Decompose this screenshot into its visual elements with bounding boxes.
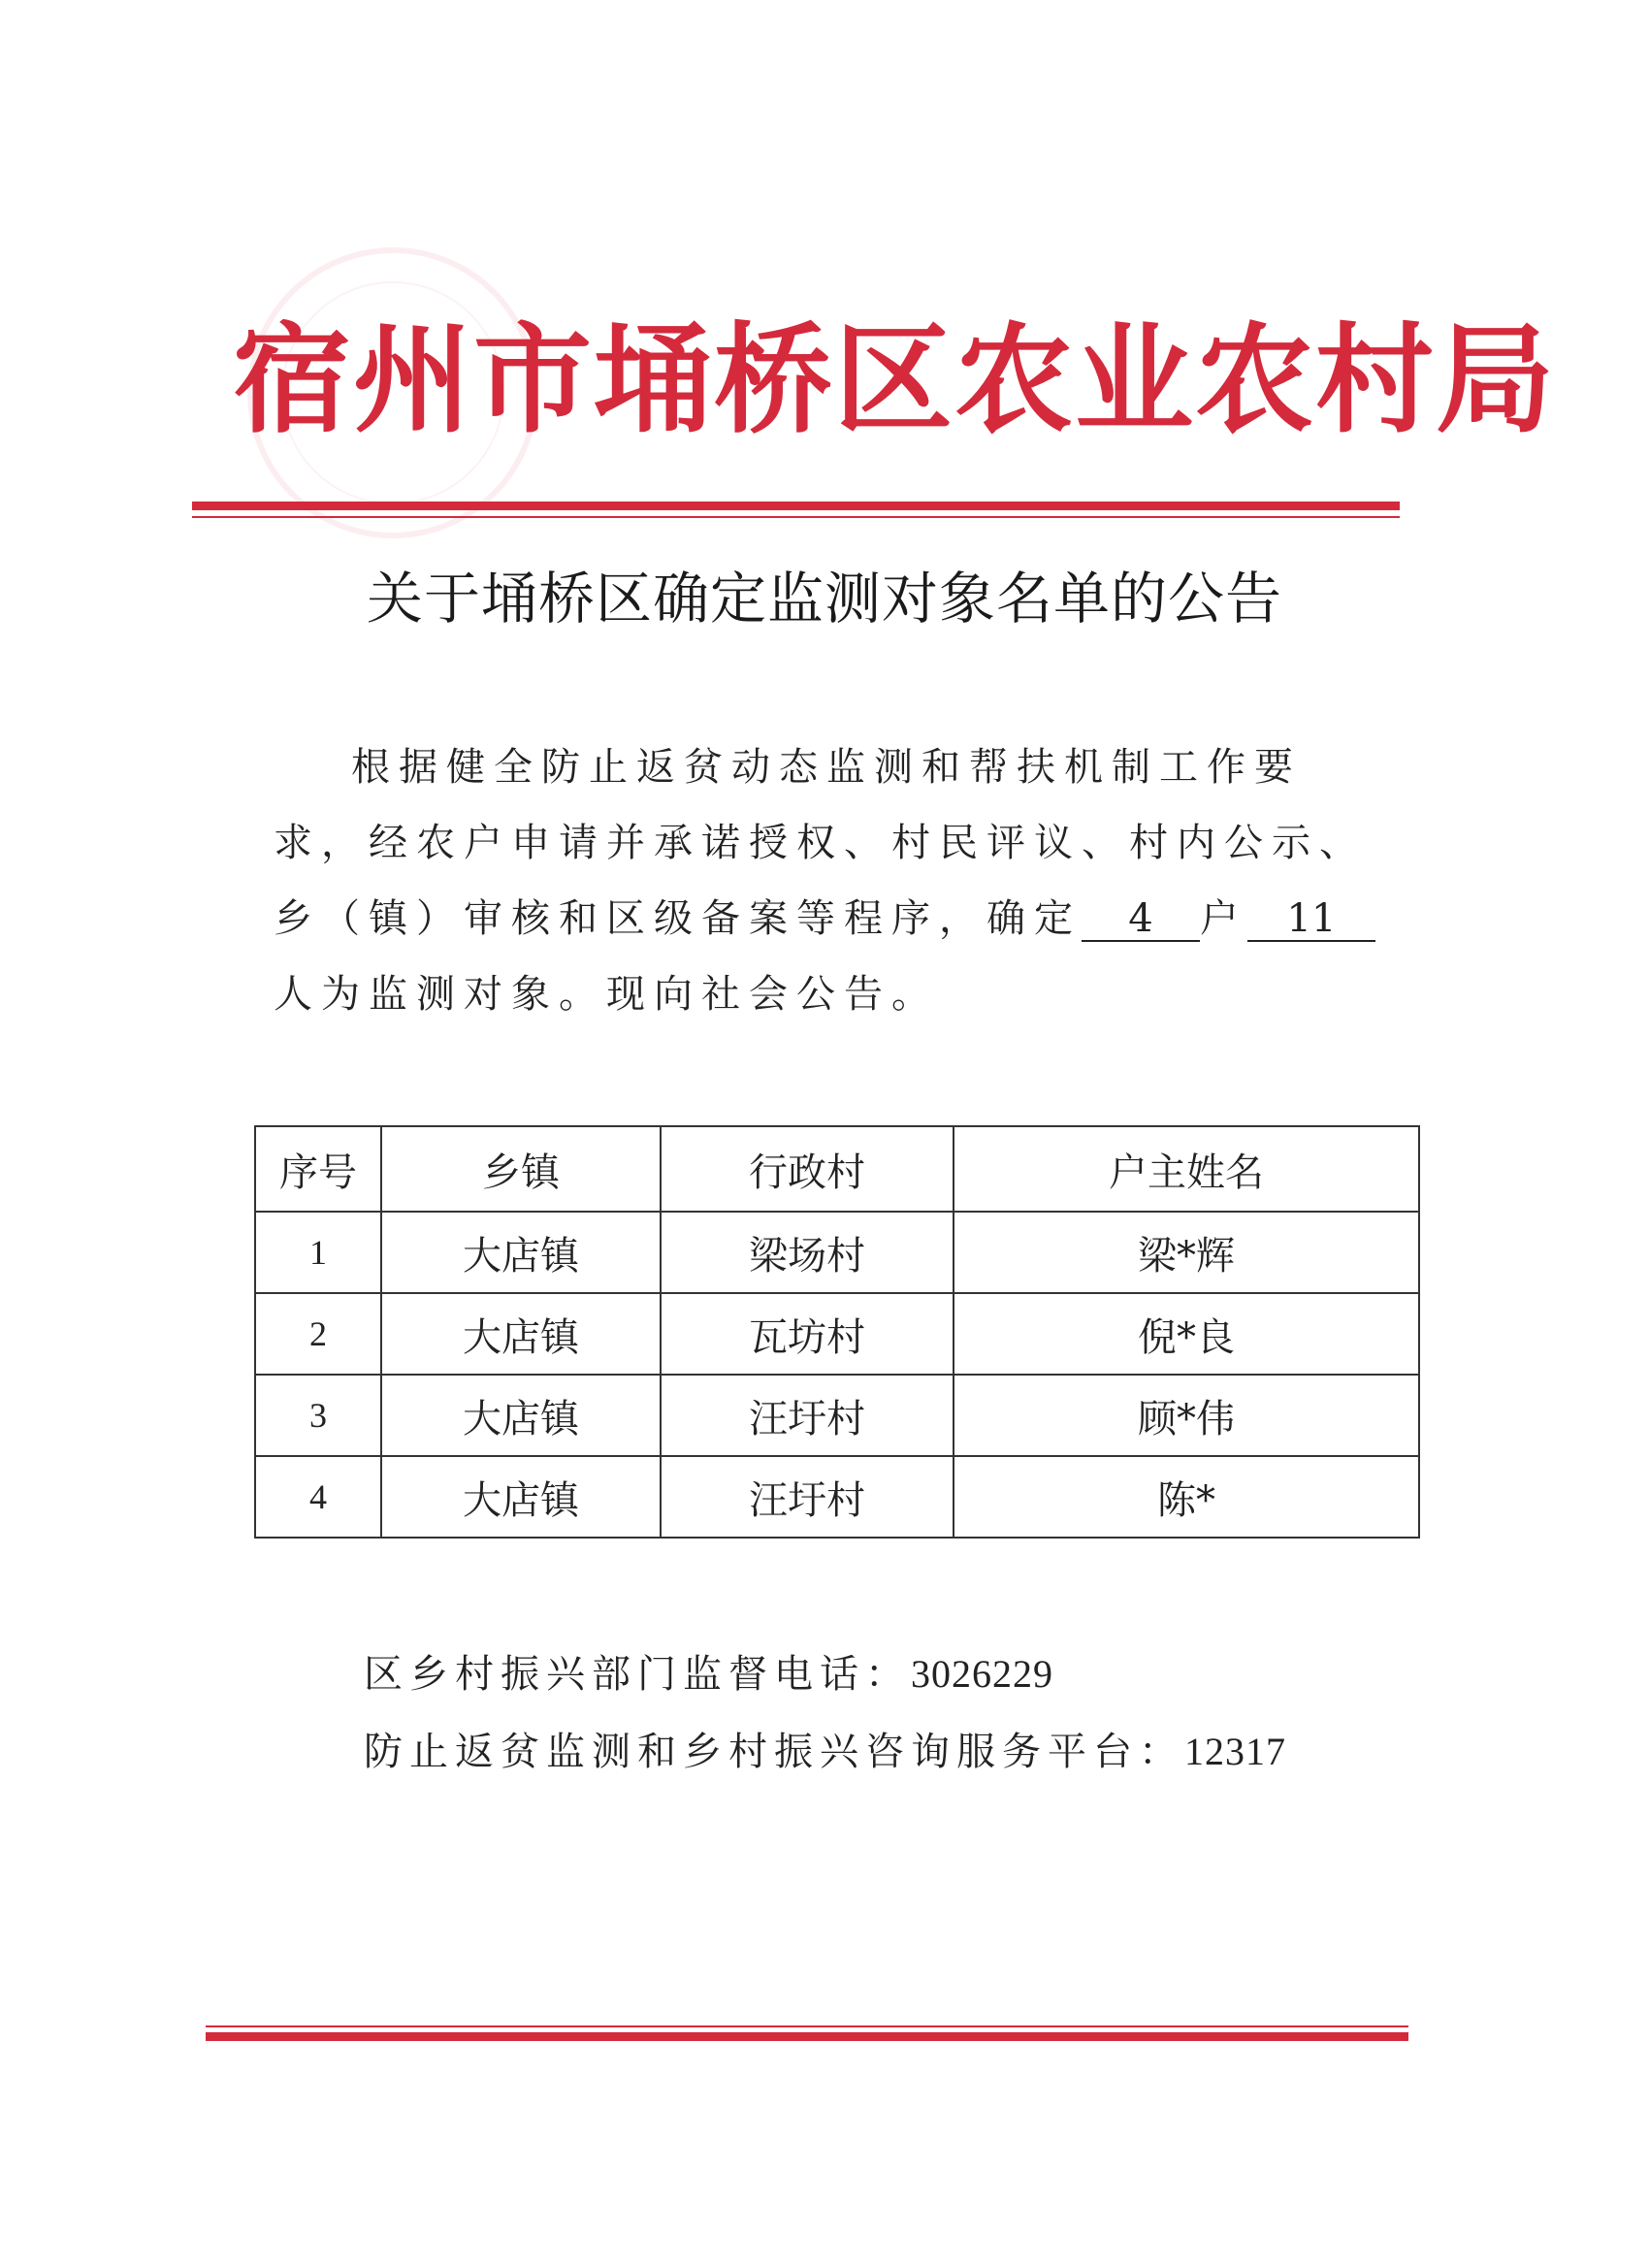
supervision-phone: 3026229 [911, 1652, 1053, 1696]
households-count: 4 [1082, 897, 1200, 942]
header-township: 乡镇 [381, 1126, 661, 1212]
row-index: 1 [255, 1212, 381, 1293]
row-village: 汪圩村 [661, 1456, 954, 1538]
row-village: 瓦坊村 [661, 1293, 954, 1375]
agency-header-title: 宿州市埇桥区农业农村局 [233, 309, 1556, 449]
persons-count: 11 [1247, 897, 1375, 942]
row-index: 4 [255, 1456, 381, 1538]
row-village: 汪圩村 [661, 1375, 954, 1456]
row-village: 梁场村 [661, 1212, 954, 1293]
row-index: 3 [255, 1375, 381, 1456]
platform-label: 防止返贫监测和乡村振兴咨询服务平台： [364, 1730, 1184, 1774]
footer-red-rule-thick [206, 2032, 1408, 2041]
row-township: 大店镇 [381, 1212, 661, 1293]
platform-phone: 12317 [1184, 1730, 1286, 1773]
header-index: 序号 [255, 1126, 381, 1212]
monitoring-targets-table [254, 1125, 1420, 1539]
row-township: 大店镇 [381, 1293, 661, 1375]
row-householder: 顾*伟 [954, 1375, 1419, 1456]
header-red-rule-thick [192, 502, 1400, 510]
households-unit: 户 [1200, 896, 1247, 941]
row-householder: 梁*辉 [954, 1212, 1419, 1293]
supervision-label: 区乡村振兴部门监督电话： [364, 1652, 911, 1697]
notice-body-part2: 人为监测对象。现向社会公告。 [274, 972, 939, 1017]
table-row [255, 1293, 1419, 1375]
notice-body-part1: 根据健全防止返贫动态监测和帮扶机制工作要求，经农户申请并承诺授权、村民评议、村内公示、乡（镇）审核和区级备案等程序，确定 [274, 745, 1367, 941]
footer-red-rule-thin [206, 2025, 1408, 2027]
consultation-platform [364, 1730, 1431, 1774]
row-township: 大店镇 [381, 1375, 661, 1456]
header-householder: 户主姓名 [954, 1126, 1419, 1212]
header-red-rule-thin [192, 516, 1400, 518]
row-householder: 陈* [954, 1456, 1419, 1538]
row-householder: 倪*良 [954, 1293, 1419, 1375]
table-row [255, 1375, 1419, 1456]
row-township: 大店镇 [381, 1456, 661, 1538]
table-header-row [255, 1126, 1419, 1212]
row-index: 2 [255, 1293, 381, 1375]
table-row [255, 1456, 1419, 1538]
notice-title: 关于埇桥区确定监测对象名单的公告 [366, 566, 1282, 632]
table-row [255, 1212, 1419, 1293]
header-village: 行政村 [661, 1126, 954, 1212]
notice-body-paragraph [274, 729, 1389, 1032]
supervision-hotline [364, 1652, 1431, 1697]
